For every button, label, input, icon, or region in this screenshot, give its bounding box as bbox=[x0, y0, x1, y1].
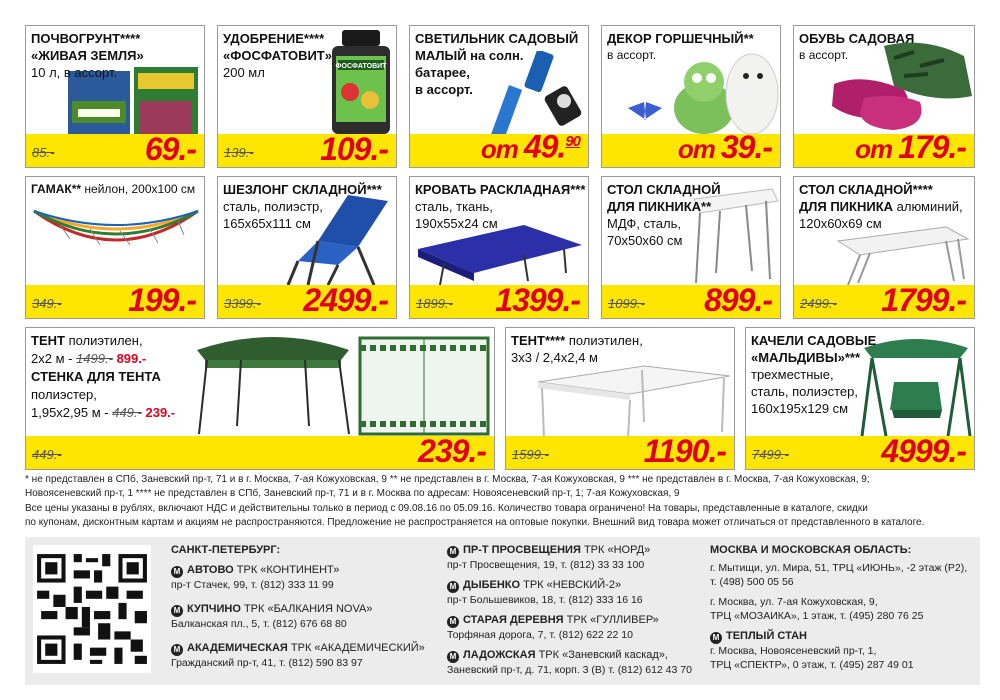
product-title: ШЕЗЛОНГ СКЛАДНОЙ*** сталь, полиэстр, 165x65x111 см bbox=[223, 182, 382, 231]
new-price: 1799.- bbox=[881, 282, 966, 318]
metro-icon: М bbox=[710, 632, 722, 644]
new-price: 69.- bbox=[144, 131, 196, 167]
fertilizer-bottle-image bbox=[328, 30, 394, 136]
product-card-picnic-table-small[interactable] bbox=[601, 176, 781, 319]
store-address: пр-т Большевиков, 18, т. (812) 333 16 16 bbox=[447, 594, 643, 606]
old-price: 349.- bbox=[32, 296, 62, 311]
metro-icon: М bbox=[447, 581, 459, 593]
product-card-hammock[interactable] bbox=[25, 176, 205, 319]
store-address: Балканская пл., 5, т. (812) 676 68 80 bbox=[171, 618, 347, 630]
metro-icon: М bbox=[447, 616, 459, 628]
new-price: от 49.90 bbox=[480, 129, 580, 165]
white-tent-image bbox=[534, 362, 734, 438]
footnote-line: Новоясеневский пр-т, 1 **** не представлен в СПб, Заневский пр-т, 71 и в г. Москва по адресам: Новоясеневский пр-т, 1; 7-ая Кожуховская, 9 bbox=[25, 488, 680, 499]
product-card-pot-decor[interactable] bbox=[601, 25, 781, 168]
moscow-header: МОСКВА И МОСКОВСКАЯ ОБЛАСТЬ: bbox=[710, 544, 912, 556]
old-price: 85.- bbox=[32, 145, 55, 160]
store-contacts bbox=[25, 537, 980, 685]
product-title: ТЕНТ**** полиэтилен, 3x3 / 2,4x2,4 м bbox=[511, 333, 643, 365]
product-title: УДОБРЕНИЕ**** «ФОСФАТОВИТ» 200 мл bbox=[223, 31, 332, 80]
metro-icon: М bbox=[447, 651, 459, 663]
product-title: СВЕТИЛЬНИК САДОВЫЙ МАЛЫЙ на солн. батарее, в ассорт. bbox=[415, 31, 579, 97]
new-price: 1190.- bbox=[643, 433, 726, 469]
new-price: 109.- bbox=[320, 131, 388, 167]
spb-column-2: М ПР-Т ПРОСВЕЩЕНИЯ ТРК «НОРД» пр-т Просвещения, 19, т. (812) 33 33 100 М ДЫБЕНКО ТРК «НЕВСКИЙ-2» пр-т Большевиков, 18, т. (812) 333 16 16 М СТАРАЯ ДЕРЕВНЯ ТРК «ГУЛЛИВЕР» Торфяная дорога, 7, т. (812) 622 22 10 М ЛАДОЖСКАЯ ТРК «Заневский каскад», Заневский пр-т, д. 71, корп. 3 (В) т. (812) 612 43 70 bbox=[447, 544, 692, 676]
metro-icon: М bbox=[447, 546, 459, 558]
new-price: 899.- bbox=[704, 282, 772, 318]
spb-column-1: САНКТ-ПЕТЕРБУРГ: М АВТОВО ТРК «КОНТИНЕНТ» пр-т Стачек, 99, т. (812) 333 11 99 М КУПЧИНО ТРК «БАЛКАНИЯ NOVA» Балканская пл., 5, т. (812) 676 68 80 М АКАДЕМИЧЕСКАЯ ТРК «АКАДЕМИЧЕСКИЙ» Гражданский пр-т, 41, т. (812) 590 83 97 bbox=[171, 544, 425, 669]
product-title: ГАМАК** нейлон, 200x100 см bbox=[31, 182, 196, 196]
hammock-image bbox=[30, 199, 202, 279]
metro-icon: М bbox=[171, 605, 183, 617]
product-card-tent-3x3[interactable] bbox=[505, 327, 735, 470]
product-title: СТОЛ СКЛАДНОЙ ДЛЯ ПИКНИКА** МДФ, сталь, 70x50x60 см bbox=[607, 182, 721, 248]
product-title: ПОЧВОГРУНТ**** «ЖИВАЯ ЗЕМЛЯ» 10 л, в ассорт. bbox=[31, 31, 144, 80]
metro-icon: М bbox=[171, 566, 183, 578]
tent-wall-image bbox=[356, 334, 492, 438]
product-title: ТЕНТ полиэтилен, 2x2 м - 1499.- 899.- СТЕНКА ДЛЯ ТЕНТА полиэстер, 1,95x2,95 м - 449.- 239.- bbox=[31, 333, 176, 420]
new-price: 4999.- bbox=[881, 433, 966, 469]
product-card-swing[interactable] bbox=[745, 327, 975, 470]
old-price: 449.- bbox=[32, 447, 62, 462]
footnotes bbox=[25, 473, 985, 530]
product-card-folding-bed[interactable] bbox=[409, 176, 589, 319]
new-price: 199.- bbox=[128, 282, 196, 318]
product-card-garden-shoes[interactable] bbox=[793, 25, 975, 168]
product-card-tent-2x2[interactable] bbox=[25, 327, 495, 470]
store-address: пр-т Просвещения, 19, т. (812) 33 33 100 bbox=[447, 559, 645, 571]
new-price: 2499.- bbox=[303, 282, 388, 318]
old-price: 1899.- bbox=[416, 296, 453, 311]
product-card-garden-light[interactable] bbox=[409, 25, 589, 168]
old-price: 2499.- bbox=[800, 296, 837, 311]
new-price: от 179.- bbox=[855, 129, 966, 165]
store-address: пр-т Стачек, 99, т. (812) 333 11 99 bbox=[171, 579, 334, 591]
product-title: КРОВАТЬ РАСКЛАДНАЯ*** сталь, ткань, 190x55x24 см bbox=[415, 182, 586, 231]
old-price: 1599.- bbox=[512, 447, 549, 462]
old-price: 3399.- bbox=[224, 296, 261, 311]
product-title: ДЕКОР ГОРШЕЧНЫЙ** в ассорт. bbox=[607, 31, 754, 62]
aluminium-table-image bbox=[834, 225, 972, 287]
new-price: от 39.- bbox=[677, 129, 772, 165]
footnote-line: Все цены указаны в рублях, включают НДС и действительны только в период с 09.08.16 по 05.09.16. Количество товара ограничено! На товары, представленные в каталоге, скидки bbox=[25, 503, 868, 514]
old-price: 7499.- bbox=[752, 447, 789, 462]
green-tent-image bbox=[191, 330, 356, 436]
qr-code[interactable] bbox=[33, 545, 151, 673]
product-card-fertilizer[interactable] bbox=[217, 25, 397, 168]
store-address: Гражданский пр-т, 41, т. (812) 590 83 97 bbox=[171, 657, 363, 669]
product-card-lounger[interactable] bbox=[217, 176, 397, 319]
product-title: СТОЛ СКЛАДНОЙ**** ДЛЯ ПИКНИКА алюминий, 120x60x69 см bbox=[799, 182, 963, 231]
store-address: Заневский пр-т, д. 71, корп. 3 (В) т. (812) 612 43 70 bbox=[447, 664, 692, 676]
moscow-column: МОСКВА И МОСКОВСКАЯ ОБЛАСТЬ: г. Мытищи, ул. Мира, 51, ТРЦ «ИЮНЬ», -2 этаж (Р2), т. (498) 500 05 56 г. Москва, ул. 7-ая Кожуховская, 9, ТРЦ «МОЗАИКА», 1 этаж, т. (495) 280 76 25 М ТЕПЛЫЙ СТАН г. Москва, Новоясеневский пр-т, 1, ТРЦ «СПЕКТР», 0 этаж, т. (495) 287 49 01 bbox=[710, 544, 968, 671]
footnote-line: * не представлен в СПб, Заневский пр-т, 71 и в г. Москва, 7-ая Кожуховская, 9 ** не представлен в г. Москва, 7-ая Кожуховская, 9 *** не представлен в г. Москва, 7-ая Кожуховская, 9; bbox=[25, 474, 870, 485]
old-price: 1099.- bbox=[608, 296, 645, 311]
store-address: Торфяная дорога, 7, т. (812) 622 22 10 bbox=[447, 629, 633, 641]
footnote-line: по купонам, дисконтным картам и акциям не распространяются. Предложение не распространяется на оптовые покупки. Внешний вид товара может отличаться от представленного в каталоге. bbox=[25, 517, 925, 528]
old-price: 139.- bbox=[224, 145, 254, 160]
metro-icon: М bbox=[171, 644, 183, 656]
product-title: КАЧЕЛИ САДОВЫЕ «МАЛЬДИВЫ»*** трехместные, сталь, полиэстер, 160x195x129 см bbox=[751, 333, 877, 416]
svg-text:ФОСФАТОВИТ: ФОСФАТОВИТ bbox=[335, 63, 387, 70]
new-price: 1399.- bbox=[495, 282, 580, 318]
product-card-picnic-table-large[interactable] bbox=[793, 176, 975, 319]
product-card-soil[interactable] bbox=[25, 25, 205, 168]
new-price: 239.- bbox=[418, 433, 486, 469]
product-title: ОБУВЬ САДОВАЯ в ассорт. bbox=[799, 31, 915, 62]
spb-header: САНКТ-ПЕТЕРБУРГ: bbox=[171, 544, 281, 556]
